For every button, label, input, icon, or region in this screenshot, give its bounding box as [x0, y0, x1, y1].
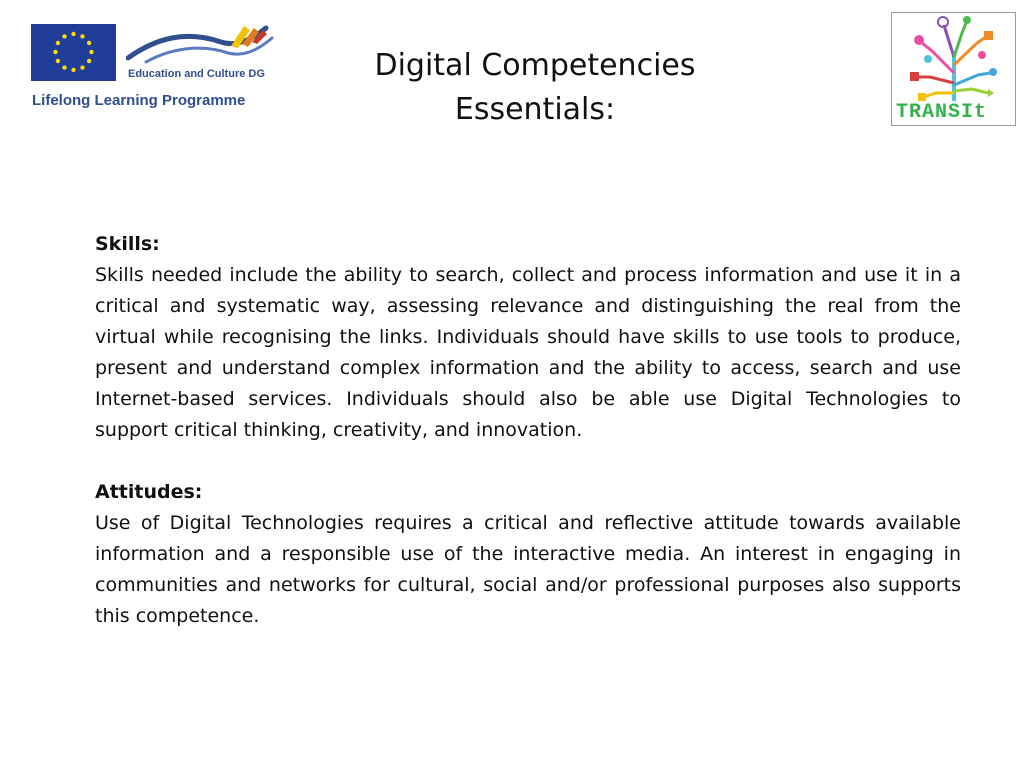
transit-logo [891, 12, 1016, 126]
title-line-2: Essentials: [454, 92, 616, 127]
department-label: Education and Culture DG [128, 68, 265, 80]
swoosh-graphic [126, 20, 276, 70]
section-text: Use of Digital Technologies requires a critical and reflective attitude towards available information and a responsible use of the interactive media. An interest in engaging in communities and networks for cultural, social and/or professional purposes also supports this competence. [95, 512, 961, 627]
page-title [330, 44, 740, 132]
section-text: Skills needed include the ability to search, collect and process information and use it in a critical and systematic way, assessing relevance and distinguishing the real from the virtual while recognising the links. Individuals should have skills to use tools to produce, present and understand complex information and the ability to access, search and use Internet-based services. Individuals should also be able use Digital Technologies to support critical thinking, creativity, and innovation. [95, 264, 961, 441]
eu-lifelong-learning-logo [28, 20, 278, 120]
content-body [95, 229, 961, 632]
transit-wordmark: TRANSIt [896, 101, 988, 124]
title-line-1: Digital Competencies [374, 48, 696, 83]
attitudes-section [95, 477, 961, 632]
section-heading: Attitudes: [95, 481, 203, 503]
programme-label: Lifelong Learning Programme [32, 92, 246, 109]
skills-section [95, 229, 961, 446]
section-heading: Skills: [95, 233, 160, 255]
eu-flag-icon [31, 24, 116, 81]
